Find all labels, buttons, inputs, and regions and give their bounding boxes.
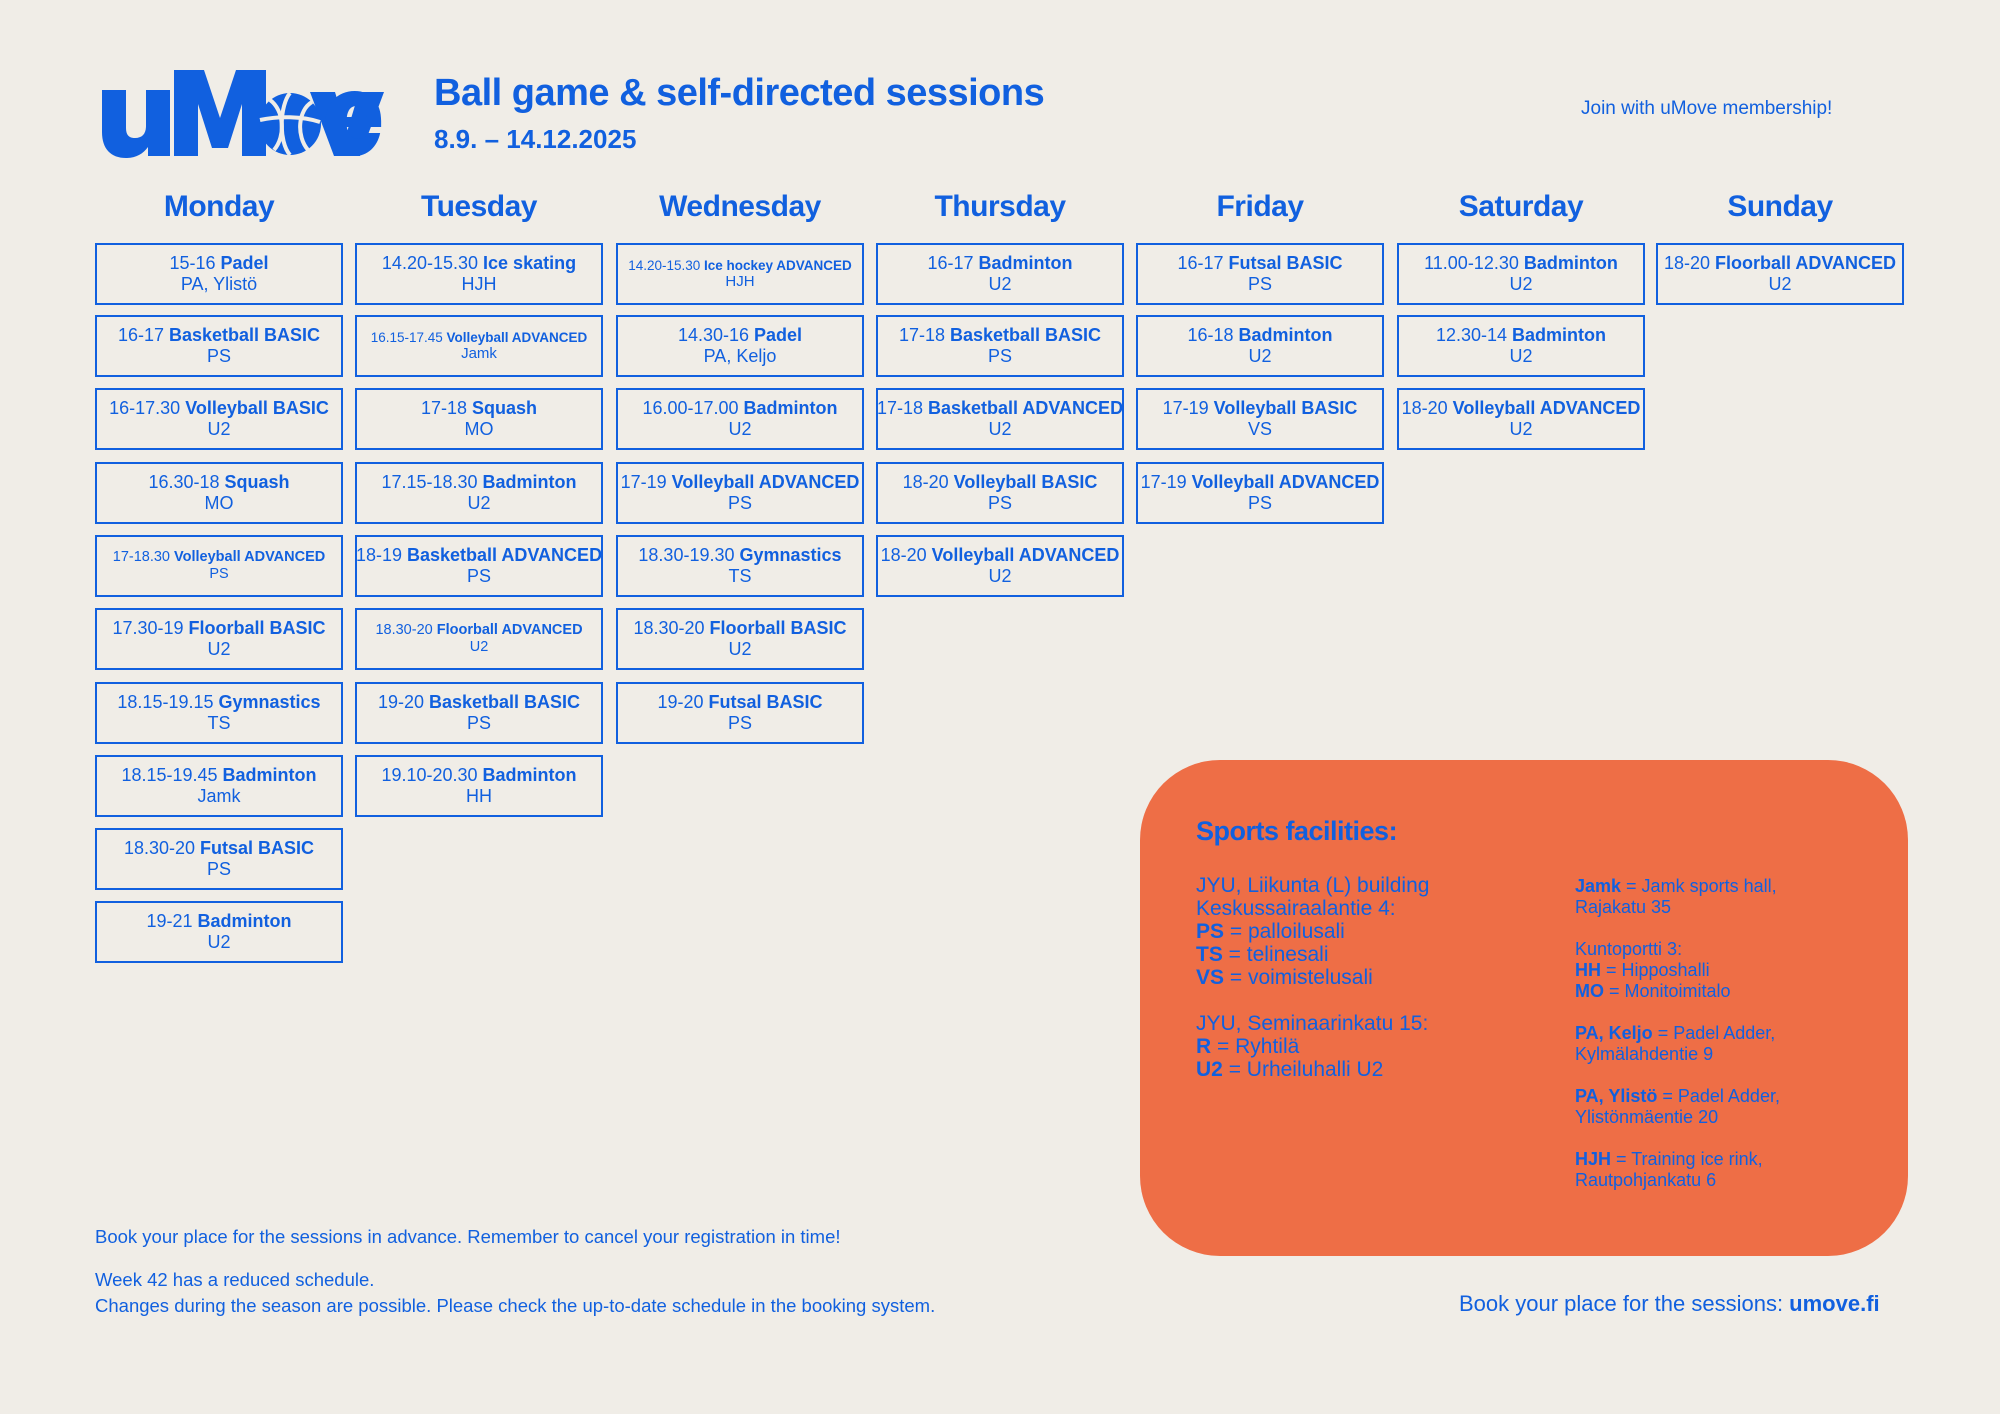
facility-code: HH	[1575, 960, 1601, 980]
session-title	[112, 618, 325, 639]
session-title	[381, 472, 576, 493]
session-time: 16.30-18	[148, 472, 220, 493]
session-place: U2	[728, 639, 752, 659]
session-title	[121, 765, 316, 786]
facility-entry	[1575, 1086, 1875, 1128]
session-place: U2	[1509, 274, 1533, 294]
session-slot	[1397, 388, 1645, 450]
facility-description: = palloilusali	[1224, 920, 1345, 943]
day-heading-tuesday: Tuesday	[421, 190, 537, 223]
session-time: 18.15-19.15	[117, 692, 214, 713]
session-time: 18-20	[902, 472, 949, 493]
session-place: PS	[987, 493, 1012, 513]
facility-description: Keskussairaalantie 4:	[1196, 897, 1396, 920]
session-slot	[95, 243, 343, 305]
booking-link[interactable]: umove.fi	[1789, 1291, 1880, 1316]
session-slot	[876, 315, 1124, 377]
session-slot	[616, 315, 864, 377]
facility-code: U2	[1196, 1058, 1223, 1081]
session-slot	[355, 682, 603, 744]
session-place: U2	[469, 639, 489, 655]
facility-description: Rajakatu 35	[1575, 897, 1672, 917]
session-activity: Futsal BASIC	[1228, 253, 1343, 274]
session-place: TS	[728, 566, 752, 586]
facility-code: HJH	[1575, 1149, 1612, 1169]
session-slot	[95, 828, 343, 890]
session-activity: Badminton	[1512, 325, 1607, 346]
day-heading-sunday: Sunday	[1727, 190, 1833, 223]
session-time: 16-17	[117, 325, 164, 346]
session-slot	[355, 608, 603, 670]
session-place: MO	[464, 419, 494, 439]
session-time: 14.30-16	[677, 325, 749, 346]
session-activity: Volleyball BASIC	[953, 472, 1098, 493]
facility-entry	[1196, 874, 1536, 989]
facility-description: = Padel Adder,	[1657, 1086, 1780, 1106]
facility-line	[1196, 897, 1536, 920]
session-slot	[95, 682, 343, 744]
changes-notice: Changes during the season are possible. Please check the up-to-date schedule in the booking system.	[95, 1295, 936, 1316]
session-activity: Ice skating	[483, 253, 577, 274]
session-slot	[95, 315, 343, 377]
session-activity: Gymnastics	[218, 692, 321, 713]
session-time: 16-17.30	[109, 398, 181, 419]
session-place: PS	[727, 493, 752, 513]
session-place: PS	[209, 566, 229, 582]
session-title	[638, 545, 841, 566]
session-activity: Squash	[472, 398, 538, 419]
session-time: 17-18	[898, 325, 945, 346]
session-title	[633, 618, 846, 639]
session-slot	[616, 462, 864, 524]
facility-line	[1575, 1107, 1875, 1128]
facility-line	[1196, 1012, 1536, 1035]
session-slot	[95, 535, 343, 597]
facility-description: Rautpohjankatu 6	[1575, 1170, 1717, 1190]
session-place: Jamk	[461, 345, 497, 363]
session-place: PA, Keljo	[703, 346, 777, 366]
session-place: HH	[466, 786, 492, 806]
session-time: 15-16	[169, 253, 216, 274]
session-slot	[616, 388, 864, 450]
session-title	[1187, 325, 1332, 346]
facility-line	[1196, 920, 1536, 943]
session-title	[628, 258, 852, 274]
session-activity: Volleyball ADVANCED	[931, 545, 1120, 566]
session-place: PS	[727, 713, 752, 733]
session-place: U2	[988, 566, 1012, 586]
session-slot	[355, 243, 603, 305]
session-slot	[355, 462, 603, 524]
session-activity: Volleyball ADVANCED	[446, 329, 588, 345]
facility-code: PS	[1196, 920, 1225, 943]
session-slot	[1136, 315, 1384, 377]
session-activity: Floorball ADVANCED	[1715, 253, 1897, 274]
session-slot	[1397, 315, 1645, 377]
facility-code: VS	[1196, 966, 1225, 989]
session-activity: Basketball BASIC	[429, 692, 581, 713]
day-heading-monday: Monday	[163, 190, 275, 223]
facility-description: = Training ice rink,	[1611, 1149, 1763, 1169]
session-title	[118, 325, 320, 346]
facility-description: = Ryhtilä	[1211, 1035, 1300, 1058]
session-time: 18.30-20	[123, 838, 196, 859]
session-title	[877, 398, 1123, 419]
session-slot	[355, 315, 603, 377]
facility-line	[1575, 1149, 1875, 1170]
session-place: U2	[207, 932, 231, 952]
day-heading-thursday: Thursday	[934, 190, 1066, 223]
facility-description: = Jamk sports hall,	[1621, 876, 1777, 896]
session-activity: Badminton	[743, 398, 838, 419]
session-title	[1664, 253, 1896, 274]
session-slot	[95, 388, 343, 450]
session-time: 14.20-15.30	[628, 257, 701, 273]
session-time: 17.15-18.30	[381, 472, 478, 493]
session-time: 17-19	[1140, 472, 1187, 493]
session-place: U2	[207, 639, 231, 659]
session-slot	[876, 535, 1124, 597]
session-slot	[95, 901, 343, 963]
session-activity: Basketball BASIC	[950, 325, 1102, 346]
session-time: 19.10-20.30	[381, 765, 478, 786]
session-activity: Basketball ADVANCED	[928, 398, 1124, 419]
session-time: 18.30-19.30	[638, 545, 735, 566]
session-place: U2	[467, 493, 491, 513]
session-activity: Badminton	[482, 472, 577, 493]
session-activity: Basketball ADVANCED	[407, 545, 603, 566]
session-activity: Squash	[224, 472, 290, 493]
session-place: Jamk	[197, 786, 241, 806]
facility-line	[1575, 1086, 1875, 1107]
session-time: 17-18	[876, 398, 923, 419]
session-slot	[616, 682, 864, 744]
session-activity: Volleyball ADVANCED	[1452, 398, 1641, 419]
session-title	[899, 325, 1101, 346]
session-activity: Padel	[754, 325, 803, 346]
facility-code: PA, Keljo	[1575, 1023, 1653, 1043]
session-slot	[616, 243, 864, 305]
facility-line	[1575, 939, 1875, 960]
session-time: 17-18	[420, 398, 467, 419]
session-activity: Futsal BASIC	[708, 692, 823, 713]
session-place: PS	[466, 566, 491, 586]
facility-entry	[1575, 939, 1875, 1002]
session-slot	[95, 462, 343, 524]
session-title	[356, 545, 602, 566]
facility-line	[1196, 943, 1536, 966]
session-activity: Volleyball BASIC	[1213, 398, 1358, 419]
session-title	[382, 253, 576, 274]
session-title	[621, 472, 860, 493]
session-time: 11.00-12.30	[1424, 253, 1519, 274]
facility-code: PA, Ylistö	[1575, 1086, 1658, 1106]
session-place: PS	[466, 713, 491, 733]
facility-description: = Padel Adder,	[1652, 1023, 1776, 1043]
session-time: 17.30-19	[112, 618, 184, 639]
session-activity: Basketball BASIC	[169, 325, 321, 346]
session-slot	[876, 243, 1124, 305]
facility-line	[1575, 876, 1875, 897]
facilities-title: Sports facilities:	[1196, 816, 1398, 846]
session-slot	[95, 755, 343, 817]
page-title: Ball game & self-directed sessions	[434, 72, 1045, 114]
session-title	[381, 765, 576, 786]
facility-line	[1196, 1058, 1536, 1081]
sports-facilities-panel	[1140, 760, 1908, 1256]
session-time: 16-17	[1177, 253, 1224, 274]
session-activity: Floorball BASIC	[188, 618, 326, 639]
day-heading-saturday: Saturday	[1458, 190, 1584, 223]
facility-line	[1196, 874, 1536, 897]
facility-line	[1575, 981, 1875, 1002]
session-slot	[1136, 462, 1384, 524]
booking-link-prefix: Book your place for the sessions:	[1459, 1291, 1790, 1316]
session-place: U2	[988, 274, 1012, 294]
day-heading-friday: Friday	[1216, 190, 1304, 223]
session-time: 18.30-20	[633, 618, 705, 639]
facility-line	[1575, 960, 1875, 981]
session-title	[1424, 253, 1618, 274]
booking-advice: Book your place for the sessions in advance. Remember to cancel your registration in time!	[95, 1226, 841, 1247]
session-time: 19-20	[657, 692, 704, 713]
session-time: 14.20-15.30	[381, 253, 479, 274]
season-dates: 8.9. – 14.12.2025	[434, 124, 637, 154]
facility-entry	[1575, 1149, 1875, 1191]
session-place: U2	[1768, 274, 1792, 294]
session-place: PA, Ylistö	[180, 274, 258, 294]
session-place: U2	[1509, 419, 1533, 439]
session-activity: Volleyball ADVANCED	[671, 472, 860, 493]
facility-line	[1196, 966, 1536, 989]
session-slot	[616, 535, 864, 597]
facility-line	[1196, 1035, 1536, 1058]
session-title	[117, 692, 320, 713]
week42-notice: Week 42 has a reduced schedule.	[95, 1269, 375, 1290]
session-title	[375, 622, 582, 639]
facility-line	[1575, 1170, 1875, 1191]
session-title	[1141, 472, 1380, 493]
facility-code: MO	[1575, 981, 1604, 1001]
session-place: U2	[988, 419, 1012, 439]
facilities-left-column	[1196, 874, 1536, 1104]
session-title	[378, 692, 580, 713]
session-slot	[1397, 243, 1645, 305]
session-activity: Volleyball ADVANCED	[1191, 472, 1380, 493]
session-title	[113, 549, 325, 566]
session-time: 17-19	[620, 472, 667, 493]
session-place: PS	[206, 859, 231, 879]
facilities-right-column	[1575, 876, 1875, 1212]
session-time: 18.15-19.45	[121, 765, 218, 786]
facility-description: Ylistönmäentie 20	[1575, 1107, 1719, 1127]
session-slot	[616, 608, 864, 670]
session-slot	[876, 462, 1124, 524]
facility-description: = Hipposhalli	[1601, 960, 1710, 980]
session-slot	[355, 755, 603, 817]
session-activity: Gymnastics	[739, 545, 842, 566]
session-place: U2	[1509, 346, 1533, 366]
session-activity: Badminton	[1523, 253, 1618, 274]
session-activity: Padel	[220, 253, 269, 274]
session-slot	[1656, 243, 1904, 305]
facility-description: = telinesali	[1222, 943, 1329, 966]
session-place: U2	[207, 419, 231, 439]
session-place: MO	[204, 493, 234, 513]
session-slot	[355, 535, 603, 597]
session-activity: Badminton	[482, 765, 577, 786]
facility-description: = Monitoimitalo	[1604, 981, 1731, 1001]
session-time: 17-19	[1162, 398, 1209, 419]
session-slot	[95, 608, 343, 670]
session-activity: Futsal BASIC	[200, 838, 315, 859]
session-time: 18-20	[880, 545, 927, 566]
session-title	[1177, 253, 1342, 274]
session-title	[1163, 398, 1358, 419]
facility-entry	[1196, 1012, 1536, 1081]
facility-code: TS	[1196, 943, 1223, 966]
session-activity: Badminton	[1238, 325, 1333, 346]
session-place: PS	[206, 346, 231, 366]
session-time: 16.00-17.00	[642, 398, 739, 419]
session-place: VS	[1247, 419, 1272, 439]
facility-description: = Urheiluhalli U2	[1222, 1058, 1384, 1081]
day-heading-wednesday: Wednesday	[659, 190, 821, 223]
facility-description: JYU, Liikunta (L) building	[1196, 874, 1430, 897]
session-title	[148, 472, 289, 493]
session-title	[903, 472, 1098, 493]
facility-entry	[1575, 1023, 1875, 1065]
session-place: PS	[1247, 274, 1272, 294]
session-activity: Volleyball BASIC	[185, 398, 329, 419]
session-time: 19-21	[146, 911, 193, 932]
session-place: U2	[1248, 346, 1272, 366]
session-slot	[355, 388, 603, 450]
facility-description: JYU, Seminaarinkatu 15:	[1196, 1012, 1429, 1035]
session-slot	[1136, 388, 1384, 450]
umove-logo	[100, 64, 390, 160]
session-activity: Badminton	[222, 765, 317, 786]
session-title	[1402, 398, 1641, 419]
session-title	[169, 253, 268, 274]
session-place: HJH	[725, 273, 755, 291]
booking-link-line	[1459, 1291, 1880, 1317]
session-title	[642, 398, 837, 419]
facility-description: = voimistelusali	[1224, 966, 1373, 989]
session-activity: Badminton	[978, 253, 1073, 274]
session-title	[678, 325, 802, 346]
session-activity: Badminton	[197, 911, 292, 932]
session-time: 18-19	[355, 545, 402, 566]
facility-entry	[1575, 876, 1875, 918]
session-title	[124, 838, 314, 859]
session-place: U2	[728, 419, 752, 439]
session-time: 16-18	[1187, 325, 1234, 346]
facility-description: Kuntoportti 3:	[1575, 939, 1683, 959]
session-time: 18.30-20	[375, 622, 433, 639]
session-time: 18-20	[1401, 398, 1448, 419]
session-title	[657, 692, 822, 713]
session-slot	[876, 388, 1124, 450]
session-title	[1436, 325, 1606, 346]
session-title	[371, 330, 588, 346]
umove-logo-graphic	[100, 64, 390, 160]
session-time: 16.15-17.45	[370, 329, 443, 345]
session-title	[109, 398, 329, 419]
session-title	[146, 911, 291, 932]
session-place: PS	[1247, 493, 1272, 513]
session-time: 18-20	[1663, 253, 1710, 274]
facility-code: Jamk	[1575, 876, 1622, 896]
session-activity: Ice hockey ADVANCED	[704, 257, 852, 273]
facility-line	[1575, 897, 1875, 918]
session-place: PS	[987, 346, 1012, 366]
facility-description: Kylmälahdentie 9	[1575, 1044, 1714, 1064]
session-place: TS	[207, 713, 231, 733]
facility-line	[1575, 1023, 1875, 1044]
facility-code: R	[1196, 1035, 1212, 1058]
session-time: 16-17	[927, 253, 974, 274]
session-title	[421, 398, 537, 419]
session-time: 12.30-14	[1435, 325, 1508, 346]
session-time: 17-18.30	[112, 549, 170, 566]
session-activity: Volleyball ADVANCED	[174, 549, 326, 566]
facility-line	[1575, 1044, 1875, 1065]
membership-note: Join with uMove membership!	[1581, 98, 1833, 119]
session-title	[927, 253, 1072, 274]
session-activity: Floorball BASIC	[709, 618, 847, 639]
session-activity: Floorball ADVANCED	[436, 622, 583, 639]
session-time: 19-20	[377, 692, 424, 713]
session-slot	[1136, 243, 1384, 305]
session-title	[881, 545, 1120, 566]
session-place: HJH	[461, 274, 497, 294]
